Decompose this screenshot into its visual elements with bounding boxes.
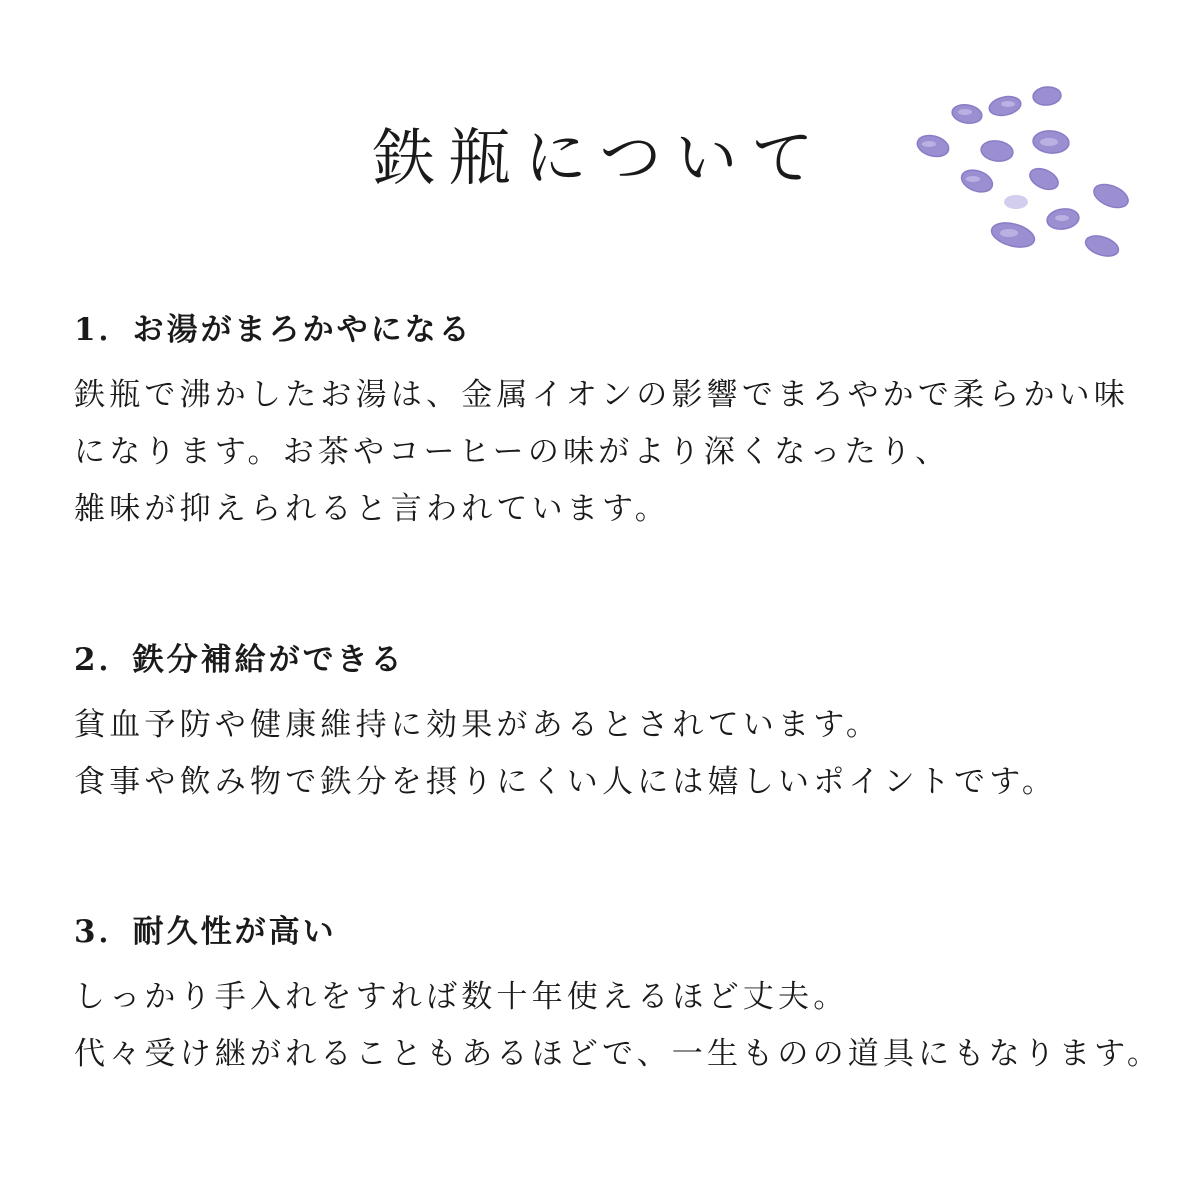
- section-line: しっかり手入れをすれば数十年使えるほど丈夫。: [74, 979, 849, 1015]
- section-line: 鉄瓶で沸かしたお湯は、金属イオンの影響でまろやかで柔らかい味: [74, 377, 1130, 413]
- section-line: 貧血予防や健康維持に効果があるとされています。: [74, 707, 882, 743]
- section-heading: 2．鉄分補給ができる: [74, 642, 405, 678]
- section-iron-supply: [74, 640, 1184, 811]
- section-heading: 1．お湯がまろかやになる: [74, 312, 473, 348]
- section-mellow-water: [74, 310, 1184, 538]
- section-line: 食事や飲み物で鉄分を摂りにくい人には嬉しいポイントです。: [74, 764, 1058, 800]
- section-line: になります。お茶やコーヒーの味がより深くなったり、: [74, 434, 951, 470]
- petals-icon: [905, 78, 1145, 268]
- page-title: 鉄瓶について: [372, 121, 828, 194]
- section-line: 代々受け継がれることもあるほどで、一生ものの道具にもなります。: [74, 1036, 1163, 1072]
- section-durability: [74, 912, 1184, 1083]
- section-body: [74, 969, 1184, 1083]
- section-body: [74, 367, 1184, 538]
- section-body: [74, 697, 1184, 811]
- section-heading: 3．耐久性が高い: [74, 914, 337, 950]
- section-line: 雑味が抑えられると言われています。: [74, 491, 670, 527]
